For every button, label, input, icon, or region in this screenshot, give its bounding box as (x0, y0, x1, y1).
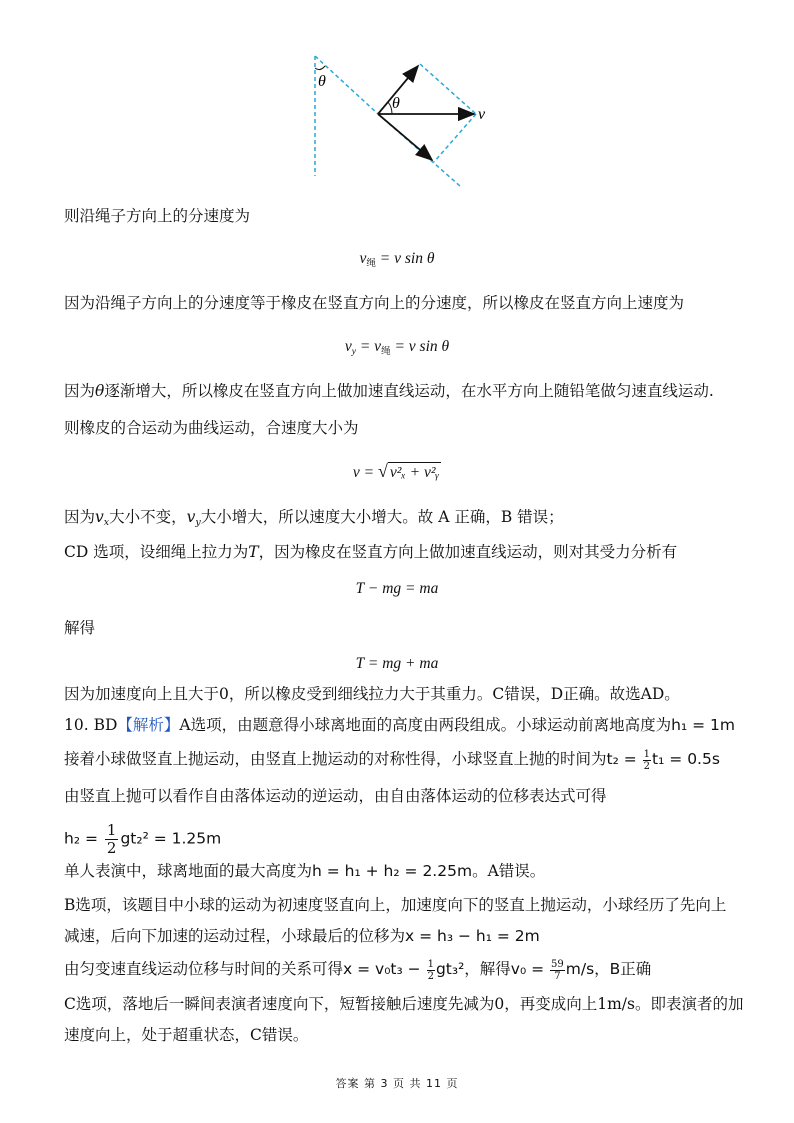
analysis-tag: 【解析】 (117, 716, 180, 734)
theta-label-top: θ (318, 73, 326, 90)
text-line-11: 由竖直上抛可以看作自由落体运动的逆运动，由自由落体运动的位移表达式可得 (64, 787, 607, 805)
formula-tension: T = mg + ma (355, 655, 439, 672)
text-line-15: 减速，后向下加速的运动过程，小球最后的位移为x = h₃ − h₁ = 2m (64, 927, 540, 945)
formula-v-magnitude: v = √ v²ₓ + v²ᵧ (352, 461, 440, 481)
text-line-2: 因为沿绳子方向上的分速度等于橡皮在竖直方向上的分速度，所以橡皮在竖直方向上速度为 (64, 294, 685, 312)
text-line-13: 单人表演中，球离地面的最大高度为h = h₁ + h₂ = 2.25m。A错误。 (64, 862, 546, 880)
text-line-16: 由匀变速直线运动位移与时间的关系可得x = v₀t₃ − $\frac{1}{2}$ gt₃²，解得v₀ = $\frac{59}{7}$ m/s，B正确 (64, 958, 652, 982)
text-line-14: B选项，该题目中小球的运动为初速度竖直向上，加速度向下的竖直上抛运动，小球经历了先向上 (64, 896, 727, 914)
page-footer: 答案 第 3 页 共 11 页 (335, 1077, 459, 1090)
text-line-18: 速度向上，处于超重状态，C错误。 (64, 1026, 309, 1044)
text-line-6: CD 选项，设细绳上拉力为T，因为橡皮在竖直方向上做加速直线运动，则对其受力分析有 (64, 543, 678, 561)
text-line-12: h₂ = $\frac{1}{2}$ gt₂² = 1.25m (64, 821, 222, 857)
formula-v-rope: $v_绳 = v$ sin θ (359, 250, 435, 269)
arrow-rope-component (378, 114, 432, 160)
parallelogram-side-bottom (434, 114, 476, 162)
angle-arc-top (315, 66, 325, 70)
text-line-9: 10. BD【解析】A选项，由题意得小球离地面的高度由两段组成。小球运动前离地高度为h₁ = 1m (64, 716, 735, 734)
formula-force-equation: T − mg = ma (355, 580, 439, 597)
text-line-4: 则橡皮的合运动为曲线运动，合速度大小为 (64, 419, 359, 437)
v-label: v (478, 106, 486, 123)
theta-label-point: θ (392, 95, 400, 112)
text-line-17: C选项，落地后一瞬间表演者速度向下，短暂接触后速度先减为0，再变成向上1m/s。即表演者的加 (64, 995, 744, 1013)
text-line-1: 则沿绳子方向上的分速度为 (64, 207, 251, 225)
text-line-5: 因为vx大小不变，vy大小增大，所以速度大小增大。故 A 正确，B 错误； (64, 508, 564, 528)
text-line-8: 因为加速度向上且大于0，所以橡皮受到细线拉力大于其重力。C错误，D正确。故选AD。 (64, 685, 680, 703)
parallelogram-side-top (420, 64, 476, 114)
velocity-decomposition-diagram (300, 50, 500, 190)
formula-vy: vy = $v_绳 = v$ sin θ (344, 338, 450, 357)
text-line-3: 因为θ逐渐增大，所以橡皮在竖直方向上做加速直线运动，在水平方向上随铅笔做匀速直线运动. (64, 382, 714, 400)
text-line-7: 解得 (64, 619, 96, 637)
text-line-10: 接着小球做竖直上抛运动，由竖直上抛运动的对称性得，小球竖直上抛的时间为t₂ = $\frac{1}{2}$ t₁ = 0.5s (64, 748, 720, 772)
